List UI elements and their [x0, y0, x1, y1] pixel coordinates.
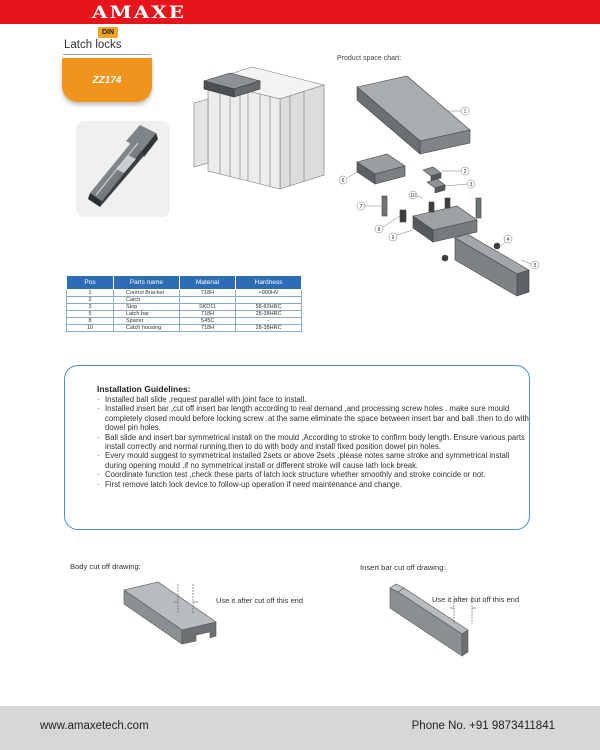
insert-cutoff-caption: Insert bar cut off drawing：	[360, 563, 452, 572]
guideline-item: · Installed ball slide ,request parallel with joint face to install.	[97, 395, 529, 404]
cell-material: 718H	[179, 290, 235, 297]
table-row	[67, 297, 302, 304]
product-photo	[76, 121, 170, 217]
cell-part-name: Latch bar	[114, 311, 180, 318]
body-cutoff-note: Use it after cut off this end	[216, 596, 303, 605]
exploded-view-diagram	[335, 70, 550, 305]
website-link[interactable]: www.amaxetech.com	[40, 720, 149, 732]
guideline-item: · Every mould suggest to symmetrical installed 2sets or above 2sets ,please notes same stroke and symmetrical install during opening mould ,if no symmetrical install or different stroke will cause lath lock break.	[97, 451, 529, 470]
insert-cutoff-note: Use it after cut off this end	[432, 595, 519, 604]
guideline-item: · Installed insert bar ,cut off insert bar length according to real demand ,and processing screw holes . make sure mould completely closed mould before locking screw .at the same eliminate the space between insert bar and ball .then to do with dowel pin holes.	[97, 404, 529, 432]
footer-bar	[0, 706, 600, 750]
cell-part-name: Stop	[114, 304, 180, 311]
body-cutoff-drawing	[118, 578, 328, 658]
cell-part-name: Control Bracket	[114, 290, 180, 297]
table-row	[67, 304, 302, 311]
cell-material: SKD11	[179, 304, 235, 311]
chart-title: Product space chart:	[337, 55, 402, 62]
category-underline	[63, 54, 151, 55]
cell-hardness: -	[236, 318, 302, 325]
col-header-hardness: Hardness	[236, 276, 302, 290]
cell-pos: 10	[67, 325, 114, 332]
cell-hardness: 28-38HRC	[236, 311, 302, 318]
col-header-material: Material	[179, 276, 235, 290]
cell-hardness	[236, 297, 302, 304]
installation-guidelines-box	[64, 365, 530, 530]
col-header-pos: Pos	[67, 276, 114, 290]
cell-pos: 2	[67, 297, 114, 304]
table-row	[67, 325, 302, 332]
din-badge: DIN	[98, 27, 118, 38]
cell-part-name: Catch	[114, 297, 180, 304]
cell-hardness: 28-38HRC	[236, 325, 302, 332]
cell-part-name: Spacer	[114, 318, 180, 325]
callout-2: 2	[463, 168, 467, 175]
cell-material: 718H	[179, 325, 235, 332]
cell-pos: 1	[67, 290, 114, 297]
category-title: Latch locks	[64, 39, 122, 51]
callout-6: 6	[341, 177, 345, 184]
cell-material	[179, 297, 235, 304]
cell-pos: 3	[67, 304, 114, 311]
cell-part-name: Catch housing	[114, 325, 180, 332]
callout-5: 5	[533, 262, 537, 269]
cell-pos: 8	[67, 318, 114, 325]
col-header-parts-name: Parts name	[114, 276, 180, 290]
table-row	[67, 290, 302, 297]
cell-hardness: ≈900HV	[236, 290, 302, 297]
brand-logo	[62, 0, 216, 24]
callout-9: 9	[391, 234, 395, 241]
guideline-item: · Coordinate function test ,check these parts of latch lock structure whether smoothly and stroke coincide or not.	[97, 470, 529, 479]
brand-name: AMAXE	[92, 1, 186, 23]
parts-spec-table	[66, 275, 302, 332]
cell-hardness: 58-62HRC	[236, 304, 302, 311]
guidelines-title: Installation Guidelines:	[97, 384, 191, 394]
table-row	[67, 311, 302, 318]
body-cutoff-caption: Body cut off drawing:	[70, 562, 141, 571]
callout-10: 10	[410, 192, 416, 199]
callout-8: 8	[377, 226, 381, 233]
callout-3: 3	[469, 181, 473, 188]
table-row	[67, 318, 302, 325]
cell-pos: 5	[67, 311, 114, 318]
cell-material: 718H	[179, 311, 235, 318]
table-header-row	[67, 276, 302, 290]
phone-number: Phone No. +91 9873411841	[411, 720, 555, 732]
cell-material: S45C	[179, 318, 235, 325]
guideline-item: · First remove latch lock device to follow-up operation if need maintenance and change.	[97, 480, 529, 489]
callout-1: 1	[463, 108, 467, 115]
product-code-tab	[62, 58, 152, 102]
callout-4: 4	[506, 236, 510, 243]
guideline-item: · Ball slide and insert bar symmetrical install on the mould ,According to stroke to confirm body length. Ensure various parts install correctly and normal running,then to do with body and install fixed position dowel pin holes.	[97, 433, 529, 452]
product-code: ZZ174	[92, 74, 122, 86]
callout-7: 7	[359, 203, 363, 210]
mould-assembly-illustration	[186, 63, 336, 193]
insert-cutoff-drawing	[384, 578, 544, 668]
